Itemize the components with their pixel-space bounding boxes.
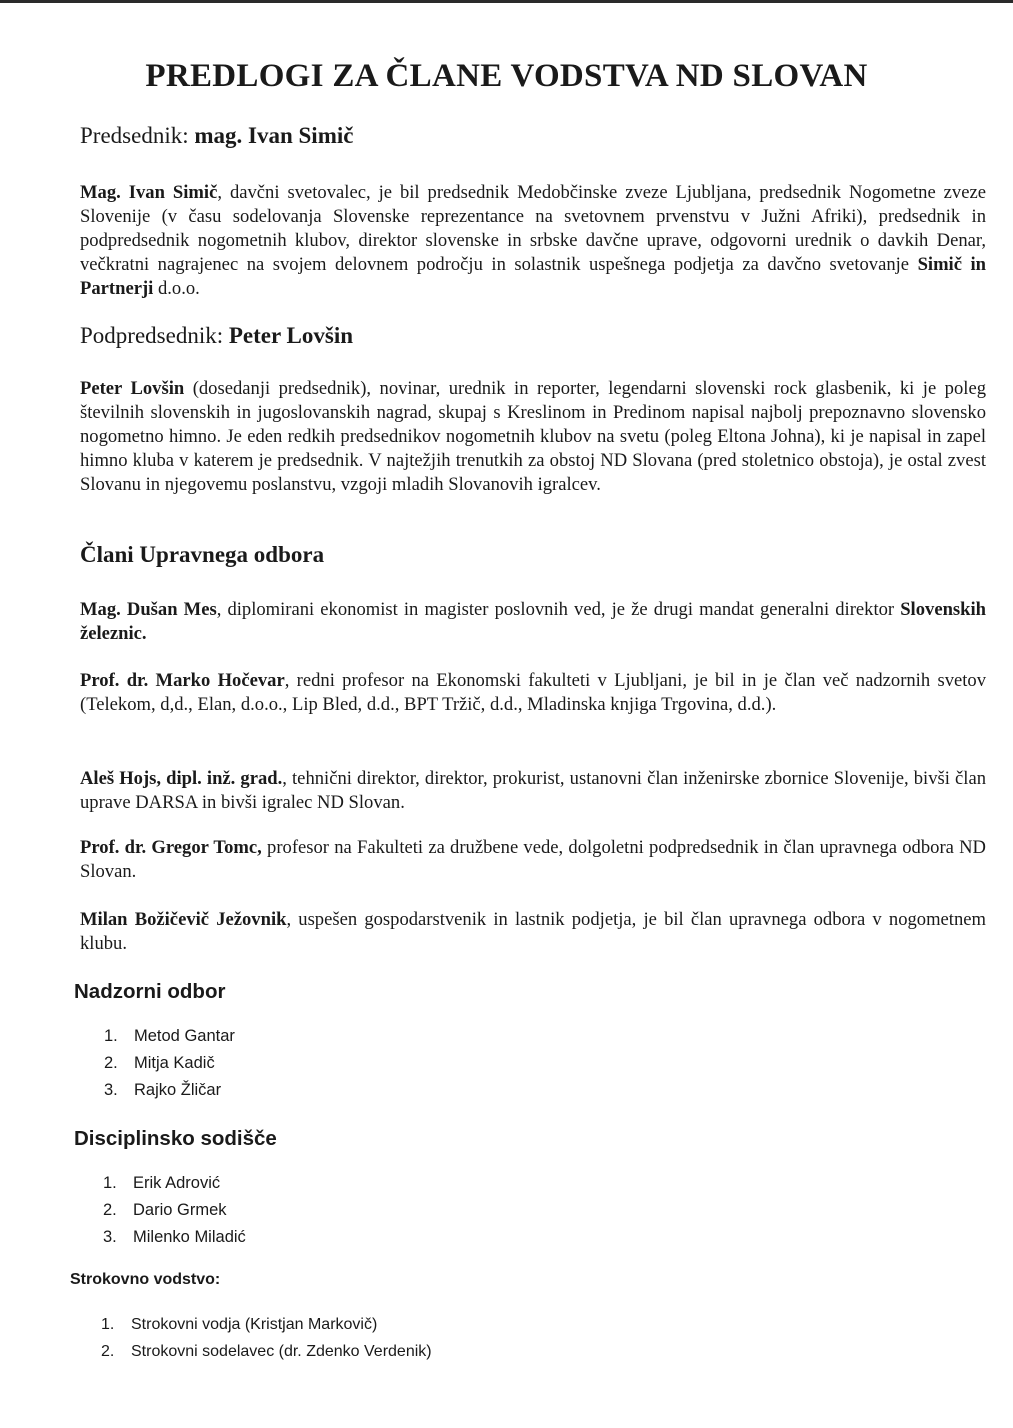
list-item-name: Mitja Kadič xyxy=(134,1054,215,1072)
board-member-text: , redni profesor na Ekonomski fakulteti v Ljubljani, je bil in je član več nadzornih svetov (Telekom, d,d., Elan, d.o.o., Lip Bled, d.d., BPT Tržič, d.d., Mladinska knjiga Trgovina, d.d.). xyxy=(80,670,986,715)
list-item-number: 1. xyxy=(103,1174,117,1192)
document-title: PREDLOGI ZA ČLANE VODSTVA ND SLOVAN xyxy=(145,58,868,94)
vice-president-name: Peter Lovšin xyxy=(228,323,354,348)
list-item xyxy=(103,1174,246,1201)
list-item xyxy=(101,1316,432,1343)
list-item xyxy=(104,1027,235,1054)
board-member xyxy=(80,908,986,956)
list-item-number: 2. xyxy=(103,1201,117,1219)
vice-president-role-label: Podpredsednik: xyxy=(80,323,224,348)
president-role-label: Predsednik: xyxy=(80,123,189,148)
president-bio-suffix: d.o.o. xyxy=(153,278,200,299)
list-item-name: Erik Adrović xyxy=(133,1174,221,1192)
board-member-name: Aleš Hojs, dipl. inž. grad. xyxy=(80,768,283,789)
board-member-name: Prof. dr. Marko Hočevar xyxy=(80,670,285,691)
professional-list xyxy=(101,1316,432,1370)
board-member-text: , diplomirani ekonomist in magister poslovnih ved, je že drugi mandat generalni direktor xyxy=(216,599,901,620)
list-item-number: 3. xyxy=(104,1081,118,1099)
list-item xyxy=(103,1201,246,1228)
disciplinary-heading: Disciplinsko sodišče xyxy=(74,1127,277,1150)
president-bio-text: , davčni svetovalec, je bil predsednik Medobčinske zveze Ljubljana, predsednik Nogometne zveze Slovenije (v času sodelovanja Slovenske reprezentance na svetovnem prvenstvu v Južni Afriki), predsednik in podpredsednik nogometnih klubov, direktor slovenske in srbske davčne uprave, odgovorni urednik o davkih Denar, večkratni nagrajenec na svojem delovnem področju in solastnik uspešnega podjetja za davčno svetovanje xyxy=(80,182,986,275)
vice-president-bio xyxy=(80,377,986,497)
board-member xyxy=(80,767,986,815)
board-member xyxy=(80,598,986,646)
president-bio-company: Simič in Partnerji xyxy=(80,254,986,299)
list-item-number: 2. xyxy=(101,1343,115,1360)
vice-president-role xyxy=(80,323,353,349)
president-role xyxy=(80,123,353,149)
board-member-text: , uspešen gospodarstvenik in lastnik podjetja, je bil član upravnega odbora v nogometnem klubu. xyxy=(80,909,986,954)
board-member-bold-end: Slovenskih železnic. xyxy=(80,599,986,644)
list-item-name: Strokovni vodja (Kristjan Markovič) xyxy=(131,1316,378,1333)
professional-heading: Strokovno vodstvo: xyxy=(70,1271,221,1288)
supervisory-list xyxy=(104,1027,235,1108)
president-name: mag. Ivan Simič xyxy=(194,123,354,148)
top-border-line xyxy=(0,0,1013,3)
list-item-name: Dario Grmek xyxy=(133,1201,227,1219)
president-bio xyxy=(80,181,986,301)
list-item-name: Rajko Žličar xyxy=(134,1081,222,1099)
list-item-name: Strokovni sodelavec (dr. Zdenko Verdenik) xyxy=(131,1343,432,1360)
list-item-number: 2. xyxy=(104,1054,118,1072)
list-item xyxy=(103,1228,246,1255)
list-item xyxy=(101,1343,432,1370)
board-heading: Člani Upravnega odbora xyxy=(80,542,325,567)
board-member xyxy=(80,669,986,717)
board-member-name: Prof. dr. Gregor Tomc, xyxy=(80,837,262,858)
board-member xyxy=(80,836,986,884)
supervisory-heading: Nadzorni odbor xyxy=(74,980,226,1003)
list-item-name: Milenko Miladić xyxy=(133,1228,246,1246)
board-member-name: Mag. Dušan Mes xyxy=(80,599,217,620)
president-bio-name: Mag. Ivan Simič xyxy=(80,182,218,203)
list-item-number: 1. xyxy=(101,1316,115,1333)
list-item-number: 1. xyxy=(104,1027,118,1045)
vice-president-bio-name: Peter Lovšin xyxy=(80,378,185,399)
board-member-name: Milan Božičevič Ježovnik xyxy=(80,909,287,930)
board-member-text: profesor na Fakulteti za družbene vede, dolgoletni podpredsednik in član upravnega odbora ND Slovan. xyxy=(80,837,986,882)
list-item xyxy=(104,1081,235,1108)
list-item xyxy=(104,1054,235,1081)
disciplinary-list xyxy=(103,1174,246,1255)
list-item-name: Metod Gantar xyxy=(134,1027,235,1045)
list-item-number: 3. xyxy=(103,1228,117,1246)
board-member-text: , tehnični direktor, direktor, prokurist, ustanovni član inženirske zbornice Slovenije, bivši član uprave DARSA in bivši igralec ND Slovan. xyxy=(80,768,986,813)
vice-president-bio-text: (dosedanji predsednik), novinar, urednik in reporter, legendarni slovenski rock glasbenik, ki je poleg številnih slovenskih in jugoslovanskih nagrad, skupaj s Kreslinom in Predinom napisal najbolj prepoznavno slovensko nogometno himno. Je eden redkih predsednikov nogometnih klubov na svetu (poleg Eltona Johna), ki je napisal in zapel himno kluba v katerem je predsednik. V najtežjih trenutkih za obstoj ND Slovana (pred stoletnico obstoja), je ostal zvest Slovanu in njegovemu poslanstvu, vzgoji mladih Slovanovih igralcev. xyxy=(80,378,986,495)
